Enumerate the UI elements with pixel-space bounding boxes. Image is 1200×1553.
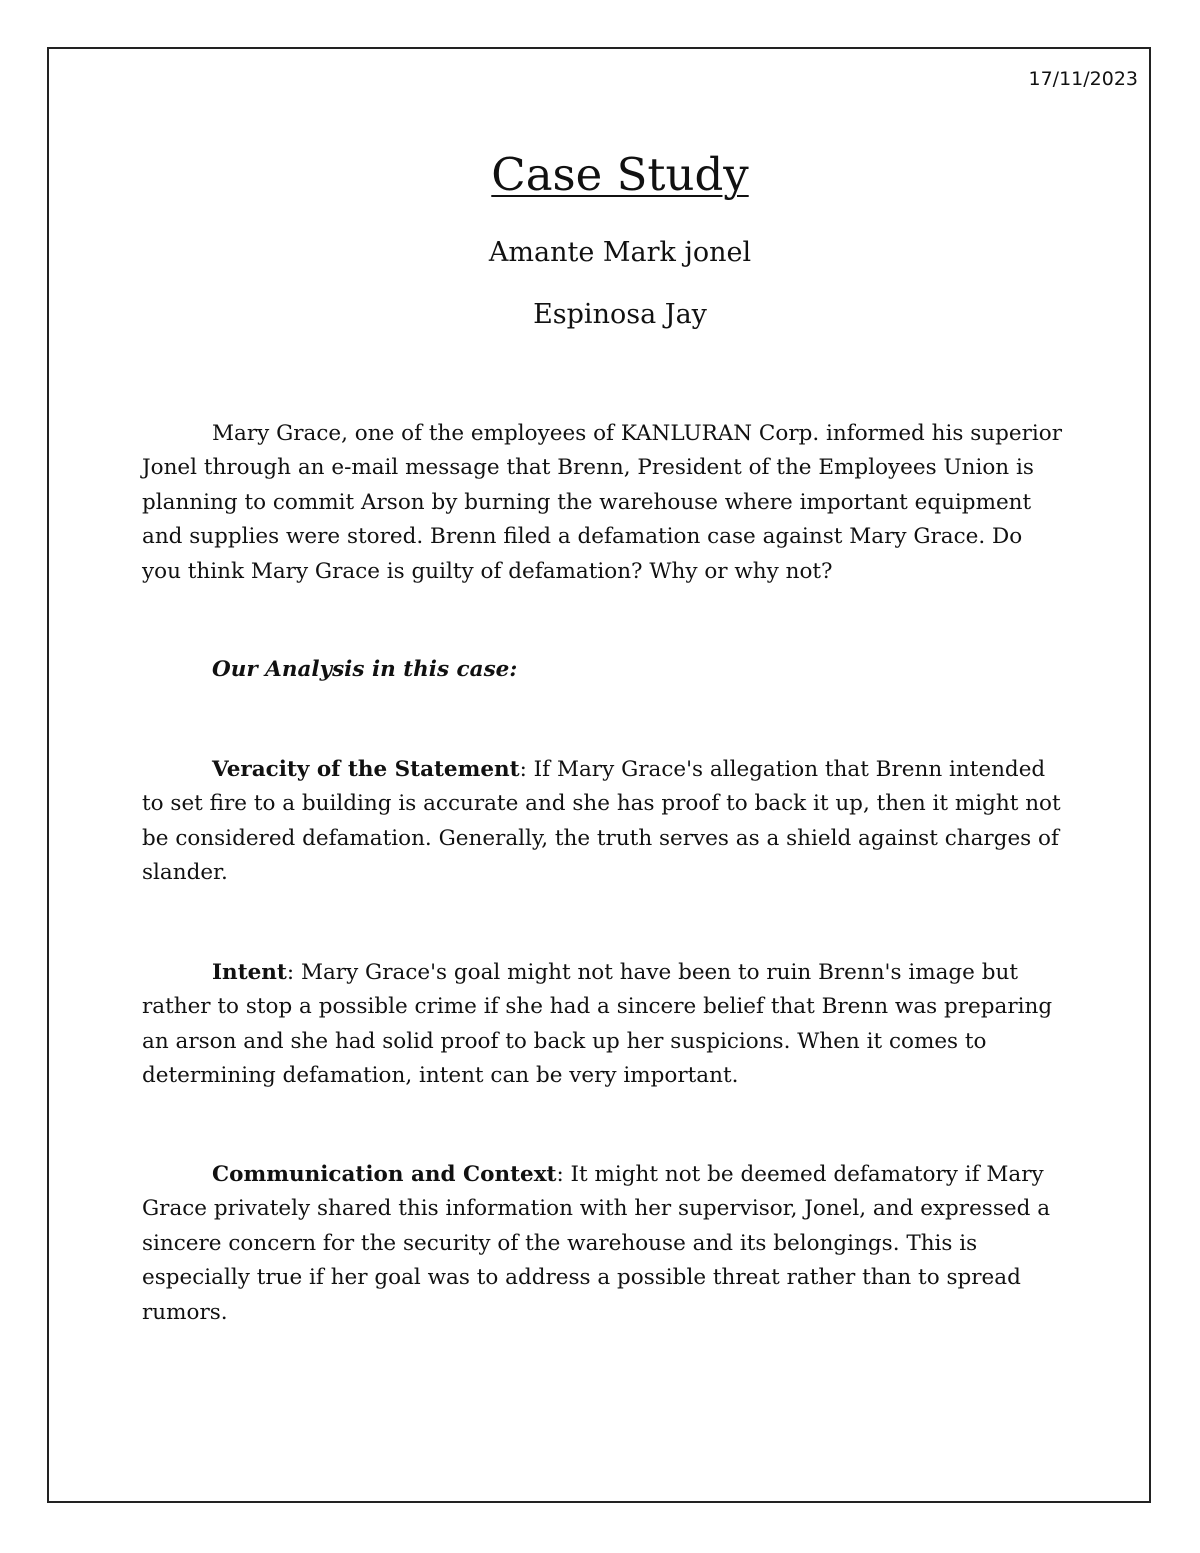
document-date: 17/11/2023 [1028, 68, 1138, 90]
section-body: : It might not be deemed defamatory if Mary Grace privately shared this information with her supervisor, Jonel, and expressed a sincere concern for the security of the warehouse and its belongings. This is especially true if her goal was to address a possible threat rather than to spread rumors. [142, 1162, 1051, 1325]
section-body: : Mary Grace's goal might not have been to ruin Brenn's image but rather to stop a possible crime if she had a sincere belief that Brenn was preparing an arson and she had solid proof to back up her suspicions. When it comes to determining defamation, intent can be very important. [142, 960, 1053, 1089]
author-name: Espinosa Jay [533, 299, 707, 330]
section-heading: Communication and Context [212, 1162, 557, 1187]
analysis-section-intent [142, 956, 1062, 1094]
case-description: Mary Grace, one of the employees of KANLURAN Corp. informed his superior Jonel through an e-mail message that Brenn, President of the Employees Union is planning to commit Arson by burning the warehouse where important equipment and supplies were stored. Brenn filed a defamation case against Mary Grace. Do you think Mary Grace is guilty of defamation? Why or why not? [142, 421, 1062, 584]
section-heading: Intent [212, 960, 287, 985]
analysis-heading: Our Analysis in this case: [212, 657, 518, 682]
section-body: : If Mary Grace's allegation that Brenn intended to set fire to a building is accurate and she has proof to back it up, then it might not be considered defamation. Generally, the truth serves as a shield against charges of slander. [142, 757, 1061, 886]
analysis-section-veracity [142, 753, 1062, 891]
section-heading: Veracity of the Statement [212, 757, 520, 782]
author-name: Amante Mark jonel [488, 237, 752, 268]
analysis-section-communication [142, 1158, 1062, 1330]
document-title: Case Study [491, 148, 749, 201]
